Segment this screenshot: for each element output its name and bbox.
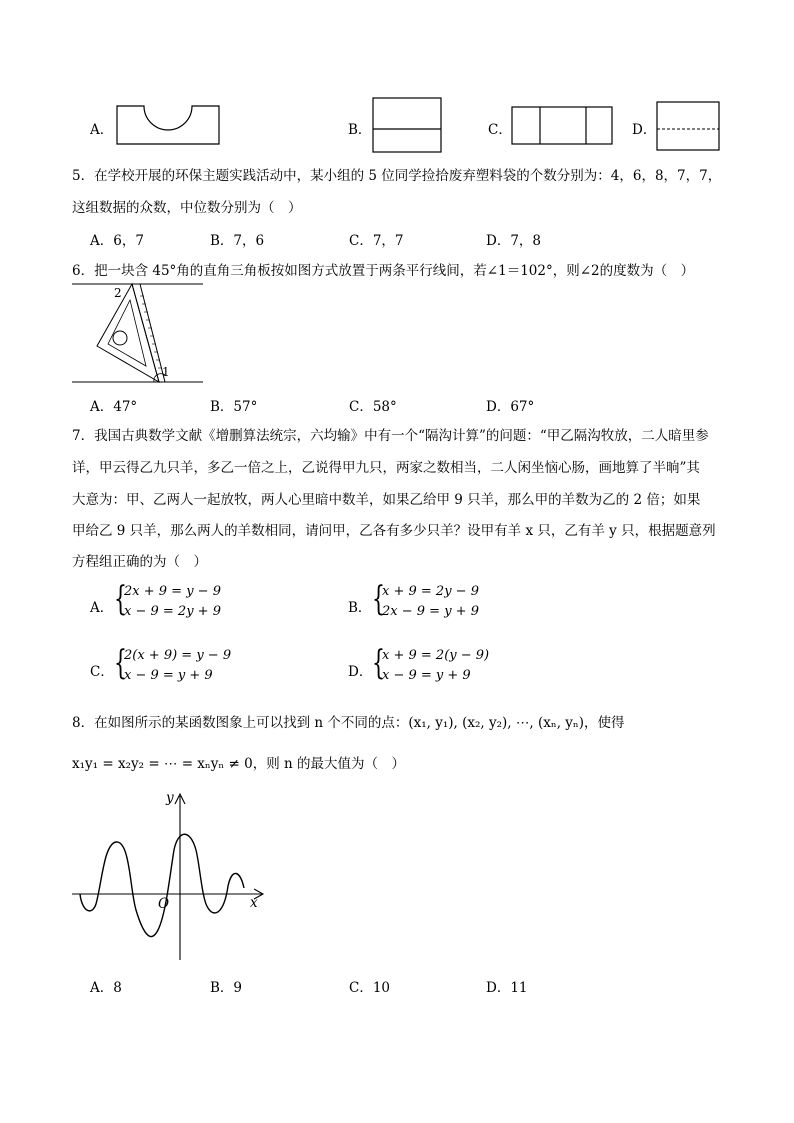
q7-option-d-eq1: x + 9 = 2(y − 9): [382, 648, 490, 663]
q6-angle-1-label: 1: [162, 365, 170, 379]
q6-stem: 6．把一块含 45°角的直角三角板按如图方式放置于两条平行线间，若∠1＝102°，则∠2的度数为（ ）: [72, 263, 695, 279]
q8-stem-line1: 8．在如图所示的某函数图象上可以找到 n 个不同的点：(x₁, y₁), (x₂, y₂), ⋯, (xₙ, yₙ)，使得: [72, 715, 625, 731]
q7-option-d-eq2: x − 9 = y + 9: [382, 668, 471, 683]
q8-option-a[interactable]: A．8: [90, 980, 122, 996]
q4-option-c-figure: [511, 106, 613, 146]
q7-stem-line4: 甲给乙 9 只羊，那么两人的羊数相同，请问甲，乙各有多少只羊？设甲有羊 x 只，乙有羊 y 只，根据题意列: [72, 523, 716, 539]
q5-option-a[interactable]: A．6，7: [90, 233, 144, 249]
q5-option-d[interactable]: D．7，8: [486, 233, 542, 249]
q8-option-d[interactable]: D．11: [486, 980, 528, 996]
q4-option-a-figure: [116, 105, 220, 145]
q4-option-a-label[interactable]: A．: [90, 122, 114, 138]
q6-option-c[interactable]: C．58°: [349, 399, 397, 415]
q5-stem-line2: 这组数据的众数，中位数分别为（ ）: [72, 200, 302, 216]
q8-option-c[interactable]: C．10: [349, 980, 391, 996]
q6-triangle-figure: [70, 282, 204, 384]
q4-option-d-figure: [656, 101, 720, 151]
q8-function-graph: [70, 790, 270, 962]
q7-option-a-eq1: 2x + 9 = y − 9: [124, 584, 221, 599]
q5-stem-line1: 5．在学校开展的环保主题实践活动中，某小组的 5 位同学捡拾废弃塑料袋的个数分别为：4，6，8，7，7，: [72, 168, 722, 184]
q7-option-d-label[interactable]: D．: [348, 664, 373, 680]
q7-stem-line3: 大意为：甲、乙两人一起放牧，两人心里暗中数羊，如果乙给甲 9 只羊，那么甲的羊数为乙的 2 倍；如果: [72, 492, 701, 508]
q8-axis-y-label: y: [166, 790, 174, 806]
q7-option-a-label[interactable]: A．: [90, 600, 114, 616]
q7-option-c-eq1: 2(x + 9) = y − 9: [124, 648, 232, 663]
q7-option-c-label[interactable]: C．: [90, 664, 114, 680]
q8-axis-x-label: x: [250, 895, 258, 911]
q7-option-b-eq2: 2x − 9 = y + 9: [382, 604, 479, 619]
q4-option-c-label[interactable]: C．: [488, 122, 512, 138]
q7-option-c-eq2: x − 9 = y + 9: [124, 668, 213, 683]
q5-option-b[interactable]: B．7，6: [210, 233, 265, 249]
q4-option-b-label[interactable]: B．: [348, 122, 372, 138]
brace-symbol: {: [372, 579, 385, 619]
q7-stem-line5: 方程组正确的为（ ）: [72, 554, 207, 570]
q6-option-d[interactable]: D．67°: [486, 399, 535, 415]
q7-option-a-eq2: x − 9 = 2y + 9: [124, 604, 221, 619]
q4-option-d-label[interactable]: D．: [632, 122, 657, 138]
q6-option-b[interactable]: B．57°: [210, 399, 258, 415]
q7-option-b-label[interactable]: B．: [348, 600, 372, 616]
q7-stem-line2: 详，甲云得乙九只羊，多乙一倍之上，乙说得甲九只，两家之数相当，二人闲坐恼心肠，画地算了半晌”其: [72, 460, 700, 476]
q7-option-b-eq1: x + 9 = 2y − 9: [382, 584, 479, 599]
q8-option-b[interactable]: B．9: [210, 980, 243, 996]
brace-symbol: {: [372, 643, 385, 683]
q6-option-a[interactable]: A．47°: [90, 399, 138, 415]
q8-origin-label: O: [158, 896, 170, 912]
brace-symbol: {: [114, 643, 127, 683]
q6-angle-2-label: 2: [114, 286, 122, 300]
q7-stem-line1: 7．我国古典数学文献《增删算法统宗，六均输》中有一个“隔沟计算”的问题：“甲乙隔沟牧放，二人暗里参: [72, 428, 709, 444]
q8-stem-line2: x₁y₁ = x₂y₂ = ⋯ = xₙyₙ ≠ 0，则 n 的最大值为（ ）: [72, 756, 405, 772]
q5-option-c[interactable]: C．7，7: [349, 233, 404, 249]
q4-option-b-figure: [372, 97, 442, 153]
brace-symbol: {: [114, 579, 127, 619]
